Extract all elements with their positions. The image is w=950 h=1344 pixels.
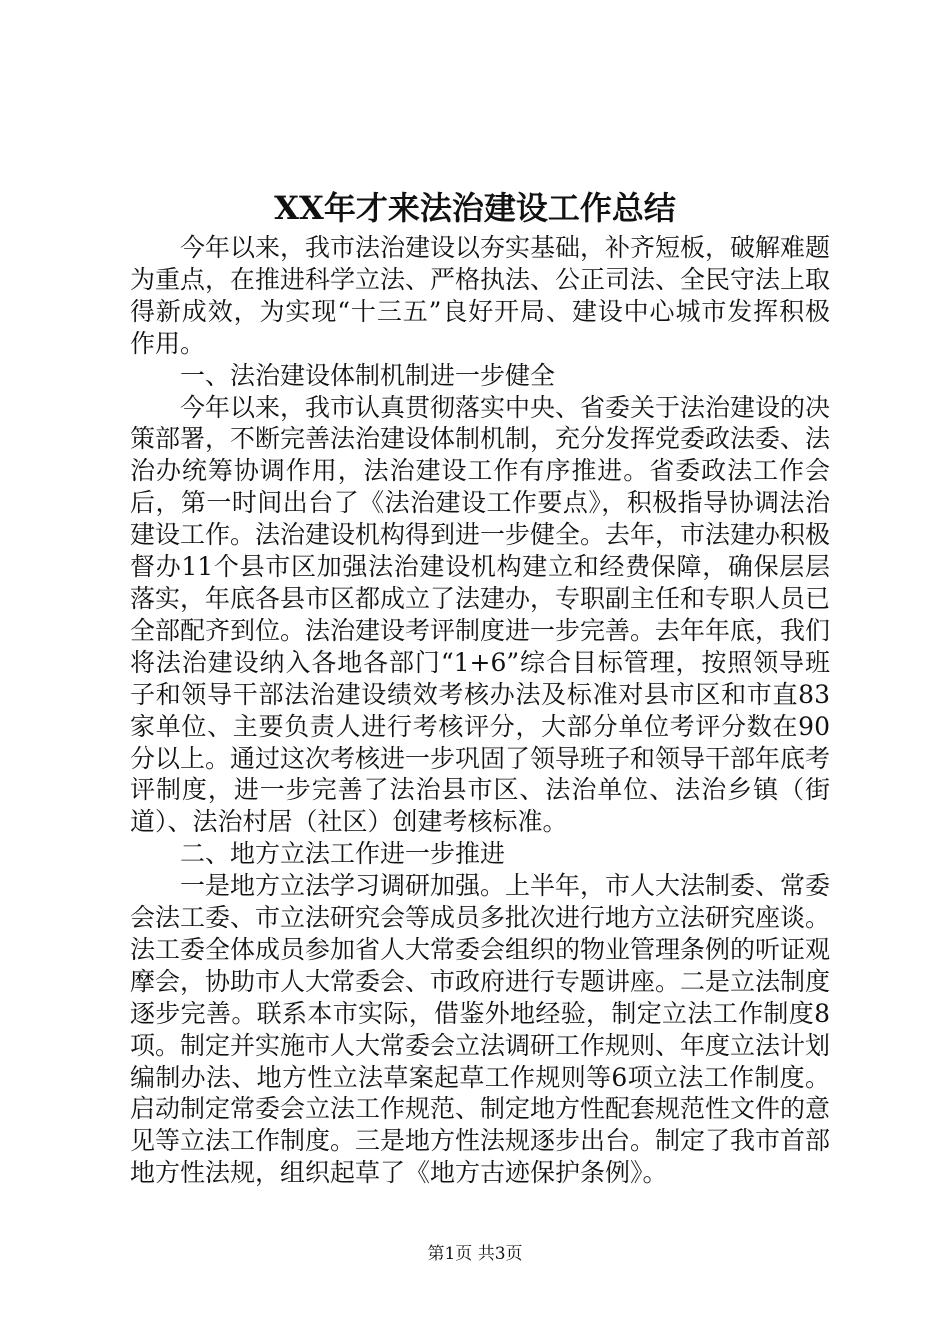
paragraph-intro: 今年以来，我市法治建设以夯实基础，补齐短板，破解难题为重点，在推进科学立法、严格执法、公正司法、全民守法上取得新成效，为实现“十三五”良好开局、建设中心城市发挥积极作用。 <box>130 233 831 358</box>
section-heading-2: 二、地方立法工作进一步推进 <box>180 839 506 869</box>
paragraph-section-2: 一是地方立法学习调研加强。上半年，市人大法制委、常委会法工委、市立法研究会等成员多批次进行地方立法研究座谈。法工委全体成员参加省人大常委会组织的物业管理条例的听证观摩会，协助市人大常委会、市政府进行专题讲座。二是立法制度逐步完善。联系本市实际，借鉴外地经验，制定立法工作制度8项。制定并实施市人大常委会立法调研工作规则、年度立法计划编制办法、地方性立法草案起草工作规则等6项立法工作制度。启动制定常委会立法工作规范、制定地方性配套规范性文件的意见等立法工作制度。三是地方性法规逐步出台。制定了我市首部地方性法规，组织起草了《地方古迹保护条例》。 <box>130 871 831 1188</box>
document-body <box>130 232 830 1189</box>
paragraph-section-1: 今年以来，我市认真贯彻落实中央、省委关于法治建设的决策部署，不断完善法治建设体制机制，充分发挥党委政法委、法治办统筹协调作用，法治建设工作有序推进。省委政法工作会后，第一时间出台了《法治建设工作要点》，积极指导协调法治建设工作。法治建设机构得到进一步健全。去年，市法建办积极督办11个县市区加强法治建设机构建立和经费保障，确保层层落实，年底各县市区都成立了法建办，专职副主任和专职人员已全部配齐到位。法治建设考评制度进一步完善。去年年底，我们将法治建设纳入各地各部门“1+6”综合目标管理，按照领导班子和领导干部法治建设绩效考核办法及标准对县市区和市直83家单位、主要负责人进行考核评分，大部分单位考评分数在90分以上。通过这次考核进一步巩固了领导班子和领导干部年底考评制度，进一步完善了法治县市区、法治单位、法治乡镇（街道）、法治村居（社区）创建考核标准。 <box>130 392 831 837</box>
page-number-footer: 第1页 共3页 <box>427 1244 523 1264</box>
document-title: XX年才来法治建设工作总结 <box>274 189 676 227</box>
section-heading-1: 一、法治建设体制机制进一步健全 <box>180 360 556 390</box>
